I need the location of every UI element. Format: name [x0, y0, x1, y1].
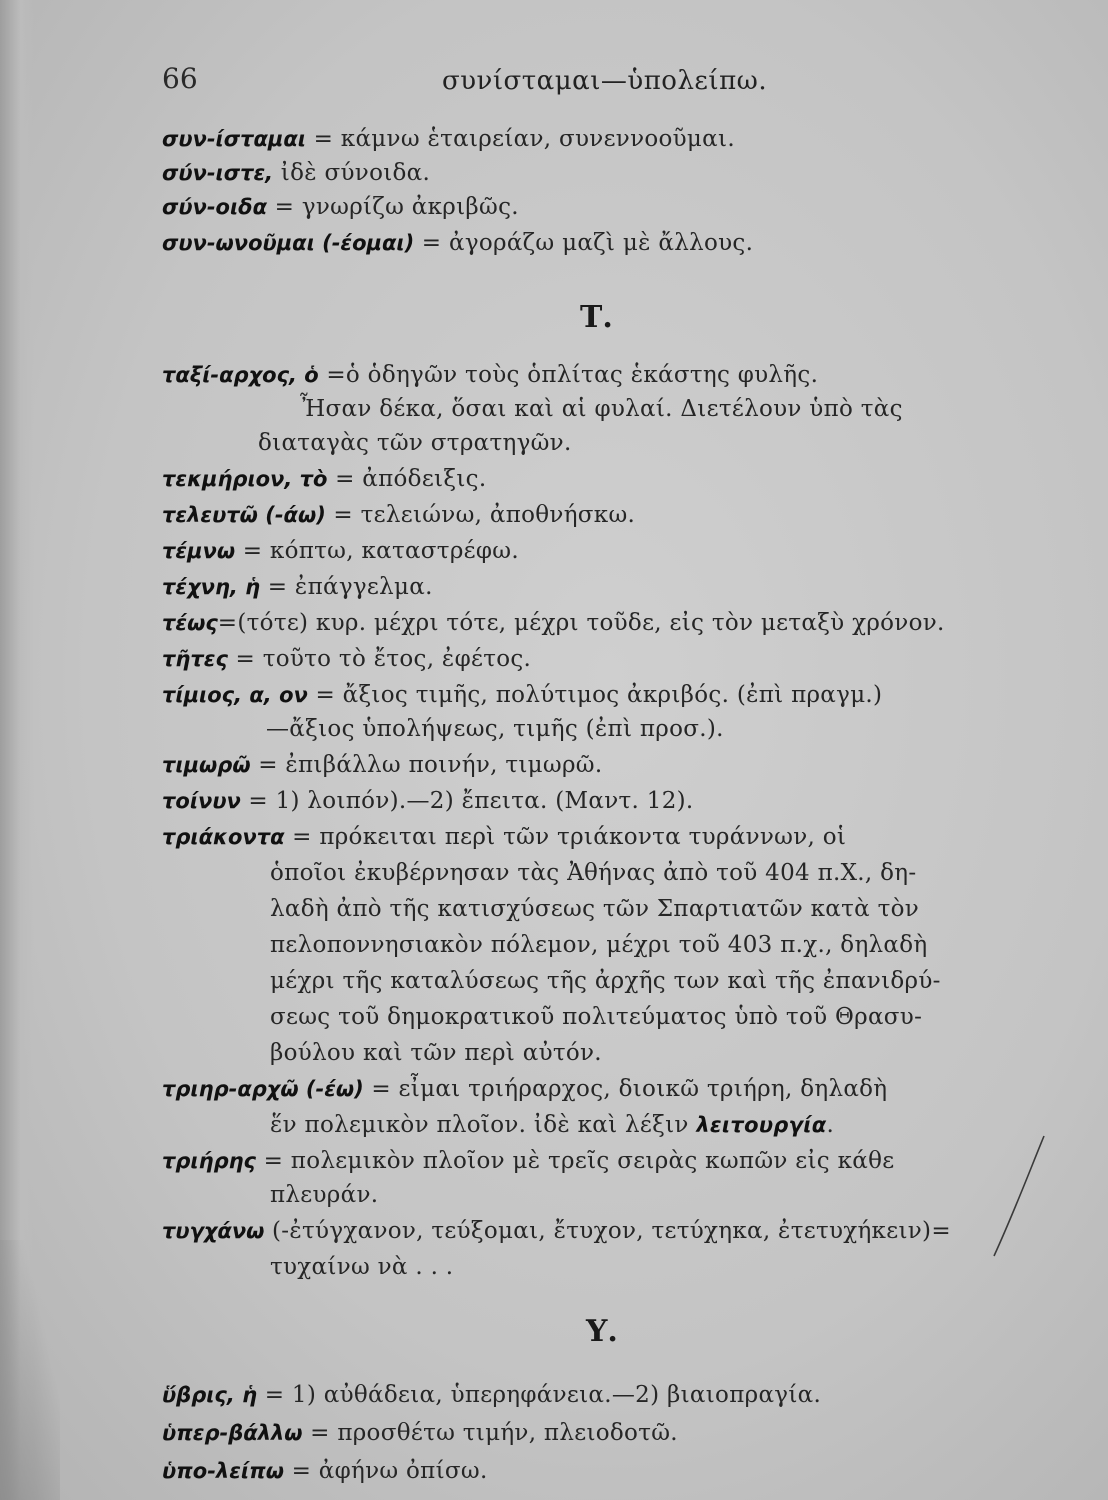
entry-continuation: διαταγὰς τῶν στρατηγῶν.	[258, 430, 572, 456]
headword: τέχνη, ἡ	[162, 575, 261, 599]
headword: σύν-οιδα	[162, 195, 268, 219]
entry-hypoleipo	[162, 1458, 488, 1484]
pencil-mark-decoration	[960, 1130, 1050, 1260]
headword: τοίνυν	[162, 789, 241, 813]
definition: = ἀπόδειξις.	[327, 466, 487, 492]
entry-timios	[162, 682, 882, 708]
definition: = ἐπιβάλλω ποινήν, τιμωρῶ.	[250, 752, 603, 778]
headword: ταξί-αρχος, ὁ	[162, 363, 319, 387]
definition: = κόπτω, καταστρέφω.	[235, 538, 519, 564]
cross-reference: λειτουργία	[696, 1113, 827, 1137]
definition: = πρόκειται περὶ τῶν τριάκοντα τυράννων, οἱ	[284, 824, 847, 850]
definition: =(τότε) κυρ. μέχρι τότε, μέχρι τοῦδε, εἰς τὸν μεταξὺ χρόνον.	[217, 610, 945, 636]
entry-synonoumai	[162, 230, 753, 256]
entry-teos	[162, 610, 945, 636]
definition: = ἐπάγγελμα.	[260, 574, 433, 600]
entry-timoro	[162, 752, 602, 778]
definition: = ἀγοράζω μαζὶ μὲ ἄλλους.	[414, 230, 754, 256]
entry-continuation: Ἦσαν δέκα, ὅσαι καὶ αἱ φυλαί. Διετέλουν ὑπὸ τὰς	[300, 396, 903, 422]
entry-continuation: μέχρι τῆς καταλύσεως τῆς ἀρχῆς των καὶ τῆς ἐπανιδρύ-	[270, 968, 941, 994]
section-heading-y: Υ.	[586, 1314, 618, 1349]
headword: τυγχάνω	[162, 1219, 265, 1243]
headword: ὑπερ-βάλλω	[162, 1421, 303, 1445]
definition: = κάμνω ἑταιρείαν, συνεννοοῦμαι.	[306, 126, 735, 152]
definition: (-ἐτύγχανον, τεύξομαι, ἔτυχον, τετύχηκα, ἐτετυχήκειν)=	[264, 1218, 951, 1244]
page-corner-shadow	[0, 1240, 60, 1500]
headword: τριήρης	[162, 1149, 256, 1173]
entry-continuation	[270, 1112, 834, 1138]
headword: τῆτες	[162, 647, 228, 671]
entry-tetes	[162, 646, 531, 672]
section-heading-t: Τ.	[580, 300, 613, 335]
headword: τίμιος, α, ον	[162, 683, 308, 707]
headword: τριάκοντα	[162, 825, 285, 849]
entry-taxiarchos	[162, 362, 818, 388]
definition: = εἶμαι τριήραρχος, διοικῶ τριήρη, δηλαδὴ	[363, 1076, 888, 1102]
entry-temno	[162, 538, 519, 564]
entry-synoida	[162, 194, 519, 220]
entry-continuation: ὁποῖοι ἐκυβέρνησαν τὰς Ἀθήνας ἀπὸ τοῦ 404 π.Χ., δη-	[270, 860, 917, 886]
headword: τεκμήριον, τὸ	[162, 467, 328, 491]
definition: = πολεμικὸν πλοῖον μὲ τρεῖς σειρὰς κωπῶν εἰς κάθε	[256, 1148, 895, 1174]
definition: = ἄξιος τιμῆς, πολύτιμος ἀκριβός. (ἐπὶ πραγμ.)	[307, 682, 883, 708]
continuation-text: ἕν πολεμικὸν πλοῖον. ἰδὲ καὶ λέξιν	[270, 1112, 689, 1138]
entry-continuation: —ἄξιος ὑπολήψεως, τιμῆς (ἐπὶ προσ.).	[266, 716, 724, 742]
entry-trierarcho	[162, 1076, 887, 1102]
entry-continuation: πλευράν.	[270, 1182, 379, 1208]
entry-hyperballo	[162, 1420, 678, 1446]
entry-tekmirion	[162, 466, 486, 492]
definition: = γνωρίζω ἀκριβῶς.	[267, 194, 519, 220]
definition: = 1) λοιπόν).—2) ἔπειτα. (Μαντ. 12).	[240, 788, 694, 814]
entry-continuation: πελοποννησιακὸν πόλεμον, μέχρι τοῦ 403 π.χ., δηλαδὴ	[270, 932, 928, 958]
headword: τριηρ-αρχῶ (-έω)	[162, 1077, 364, 1101]
headword: τιμωρῶ	[162, 753, 251, 777]
definition: = προσθέτω τιμήν, πλειοδοτῶ.	[302, 1420, 678, 1446]
definition: =ὁ ὁδηγῶν τοὺς ὁπλίτας ἑκάστης φυλῆς.	[318, 362, 819, 388]
entry-continuation: βούλου καὶ τῶν περὶ αὐτόν.	[270, 1040, 602, 1066]
definition: = 1) αὐθάδεια, ὑπερηφάνεια.—2) βιαιοπραγία.	[257, 1382, 822, 1408]
entry-toinyn	[162, 788, 694, 814]
definition: = τοῦτο τὸ ἔτος, ἐφέτος.	[227, 646, 532, 672]
headword: συν-ωνοῦμαι (-έομαι)	[162, 231, 415, 255]
headword: τελευτῶ (-άω)	[162, 503, 326, 527]
entry-synistamai	[162, 126, 735, 152]
entry-continuation: τυχαίνω νὰ . . .	[270, 1254, 454, 1280]
headword: σύν-ιστε,	[162, 161, 274, 185]
entry-hybris	[162, 1382, 821, 1408]
entry-tynchano	[162, 1218, 951, 1244]
entry-syniste	[162, 160, 430, 186]
headword: τέως	[162, 611, 218, 635]
entry-techni	[162, 574, 433, 600]
entry-continuation: λαδὴ ἀπὸ τῆς κατισχύσεως τῶν Σπαρτιατῶν κατὰ τὸν	[270, 896, 920, 922]
definition: = ἀφήνω ὀπίσω.	[283, 1458, 488, 1484]
headword: ὑπο-λείπω	[162, 1459, 284, 1483]
headword: συν-ίσταμαι	[162, 127, 306, 151]
headword: τέμνω	[162, 539, 236, 563]
entry-triakonta	[162, 824, 846, 850]
headword: ὕβρις, ἡ	[162, 1383, 258, 1407]
entry-teleuto	[162, 502, 635, 528]
definition: = τελειώνω, ἀποθνήσκω.	[325, 502, 636, 528]
page-number: 66	[162, 62, 198, 95]
definition: ἰδὲ σύνοιδα.	[273, 160, 431, 186]
entry-continuation: σεως τοῦ δημοκρατικοῦ πολιτεύματος ὑπὸ τοῦ Θρασυ-	[270, 1004, 923, 1030]
running-head: συνίσταμαι—ὑπολείπω.	[442, 66, 768, 96]
period: .	[826, 1112, 835, 1138]
entry-trieres	[162, 1148, 894, 1174]
